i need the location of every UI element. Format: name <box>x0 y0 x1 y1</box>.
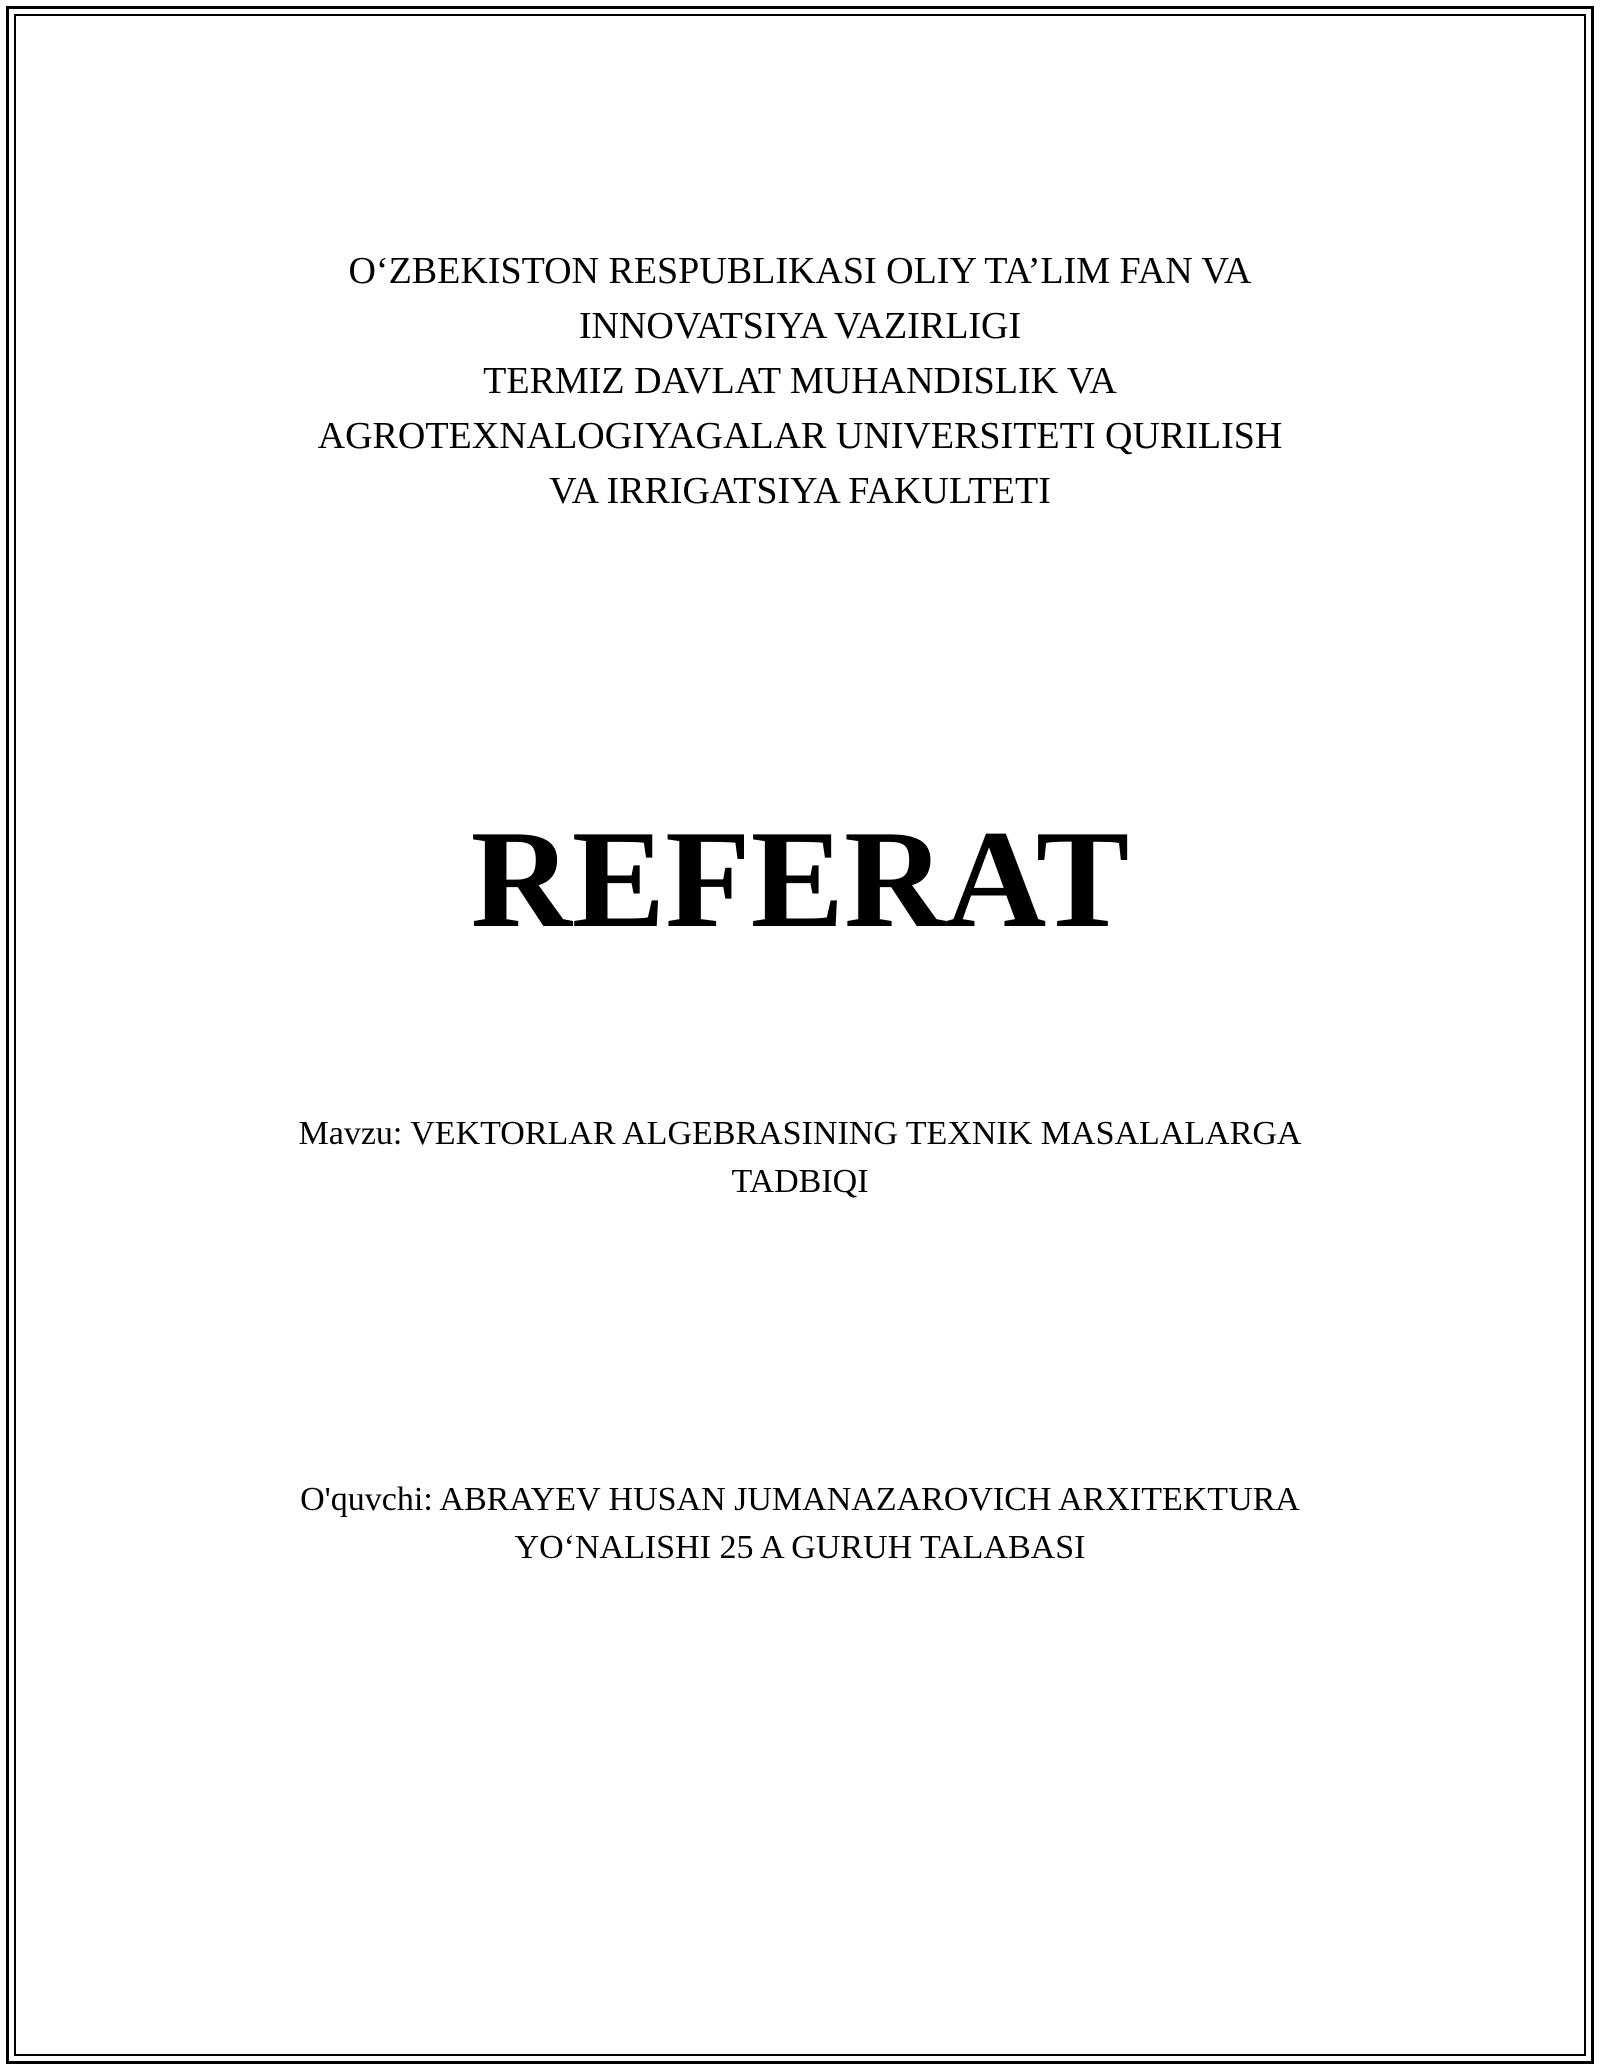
student-line-1: O'quvchi: ABRAYEV HUSAN JUMANAZAROVICH ARXITEKTURA <box>300 1481 1300 1518</box>
topic-line-2: TADBIQI <box>731 1163 869 1200</box>
student-block <box>0 1476 1600 1572</box>
document-title: REFERAT <box>470 802 1130 957</box>
header-line-5: VA IRRIGATSIYA FAKULTETI <box>549 470 1051 512</box>
header-line-1: O‘ZBEKISTON RESPUBLIKASI OLIY TA’LIM FAN VA <box>348 250 1252 292</box>
header-line-4: AGROTEXNALOGIYAGALAR UNIVERSITETI QURILISH <box>317 415 1283 457</box>
header-line-2: INNOVATSIYA VAZIRLIGI <box>578 305 1022 347</box>
topic-line-1: Mavzu: VEKTORLAR ALGEBRASINING TEXNIK MASALALARGA <box>298 1115 1302 1152</box>
header-line-3: TERMIZ DAVLAT MUHANDISLIK VA <box>483 360 1117 402</box>
student-line-2: YO‘NALISHI 25 A GURUH TALABASI <box>514 1529 1086 1566</box>
institution-header <box>0 244 1600 519</box>
topic-block <box>0 1110 1600 1206</box>
